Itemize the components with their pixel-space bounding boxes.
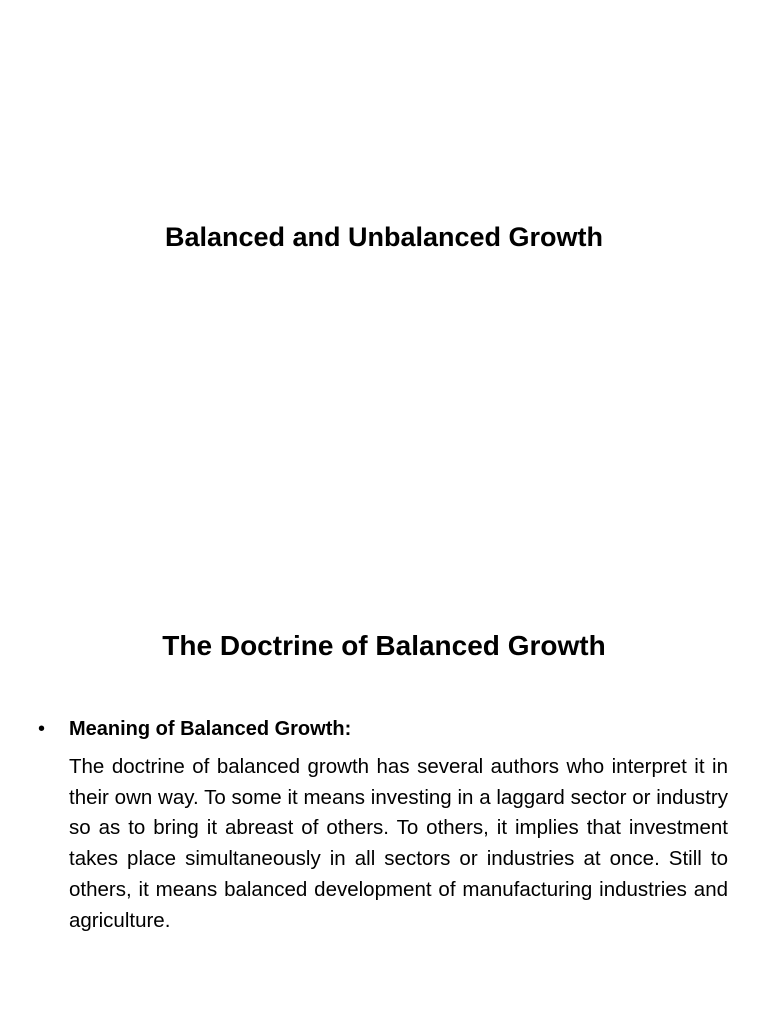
bullet-heading: Meaning of Balanced Growth: [69,718,352,740]
bullet-list [36,714,728,936]
slide-title: The Doctrine of Balanced Growth [162,630,606,661]
bullet-icon: • [38,718,46,740]
title-slide [0,0,768,480]
bullet-body-text: The doctrine of balanced growth has several authors who interpret it in their own way. To some it means investing in a laggard sector or industry so as to bring it abreast of others. To others, it implies that investment takes place simultaneously in all sectors or industries at once. Still to others, it means balanced development of manufacturing industries and agriculture. [69,755,728,932]
content-slide [0,560,768,1024]
slide-title: Balanced and Unbalanced Growth [164,222,604,252]
bullet-item [36,714,728,936]
